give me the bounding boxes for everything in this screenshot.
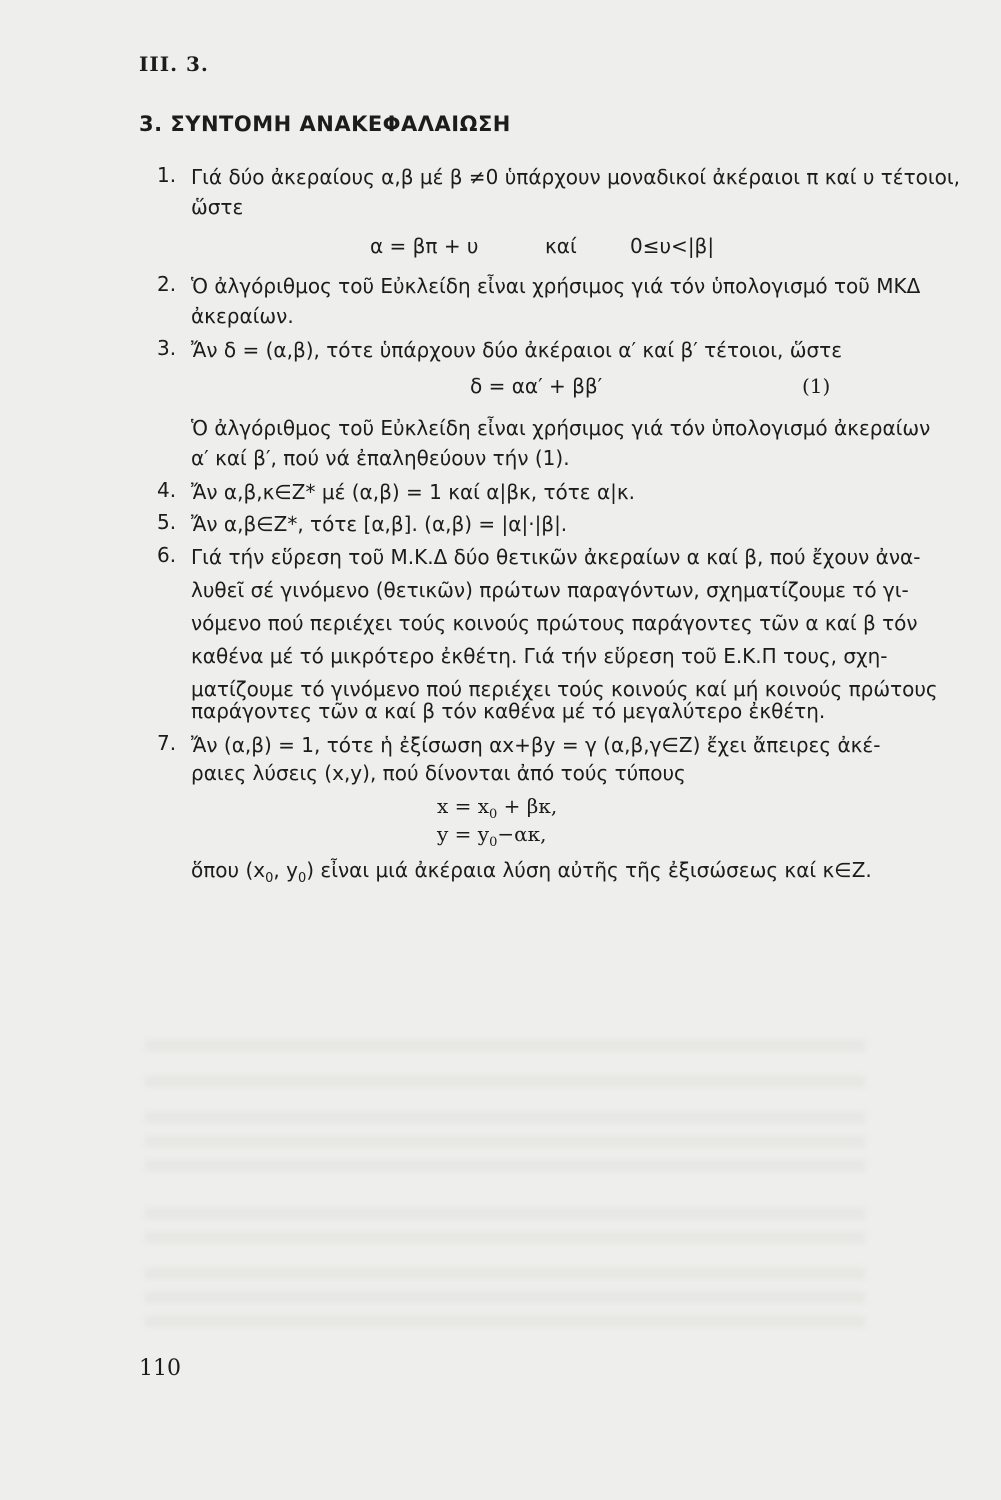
item-number: 6.	[157, 543, 177, 567]
item-line: α′ καί β′, πού νά ἐπαληθεύουν τήν (1).	[191, 446, 570, 470]
page-number: 110	[139, 1356, 181, 1381]
item-line: λυθεῖ σέ γινόμενο (θετικῶν) πρώτων παραγόντων, σχηματίζουμε τό γι-	[191, 578, 909, 602]
item-line: ραιες λύσεις (x,y), πού δίνονται ἀπό τούς τύπους	[191, 761, 686, 785]
item-number: 2.	[157, 272, 177, 296]
item-line: ματίζουμε τό γινόμενο πού περιέχει τούς κοινούς καί μή κοινούς πρώτους	[191, 677, 938, 701]
running-head: III. 3.	[139, 52, 209, 76]
formula-bezout: δ = αα′ + ββ′	[470, 374, 603, 398]
item-number: 5.	[157, 510, 177, 534]
bleed-through-line	[145, 1292, 865, 1303]
formula-tag: (1)	[802, 374, 831, 398]
bleed-through-line	[145, 1208, 865, 1219]
bleed-through-line	[145, 1076, 865, 1087]
item-number: 7.	[157, 731, 177, 755]
item-line: Γιά δύο ἀκεραίους α,β μέ β ≠0 ὑπάρχουν μοναδικοί ἀκέραιοι π καί υ τέτοιοι,	[191, 165, 961, 189]
bleed-through-line	[145, 1160, 865, 1171]
item-line: καθένα μέ τό μικρότερο ἐκθέτη. Γιά τήν εὕρεση τοῦ Ε.Κ.Π τους, σχη-	[191, 644, 888, 668]
item-number: 4.	[157, 478, 177, 502]
bleed-through-line	[145, 1112, 865, 1123]
formula-y-solution: $y = y_0-\alpha\kappa$,	[437, 822, 547, 850]
item-line: Ἄν δ = (α,β), τότε ὑπάρχουν δύο ἀκέραιοι α′ καί β′ τέτοιοι, ὥστε	[191, 338, 843, 362]
item-number: 3.	[157, 336, 177, 360]
bleed-through-line	[145, 1232, 865, 1243]
item-line: ὥστε	[191, 195, 244, 219]
bleed-through-line	[145, 1040, 865, 1051]
item-line: Ὁ ἀλγόριθμος τοῦ Εὐκλείδη εἶναι χρήσιμος γιά τόν ὑπολογισμό ἀκεραίων	[191, 416, 931, 440]
item-closing-line: ὅπου ($x_0$, $y_0$) εἶναι μιά ἀκέραια λύση αὐτῆς τῆς ἐξισώσεως καί κ∈Z.	[191, 858, 872, 886]
formula-connector: καί	[545, 234, 577, 258]
formula-condition: 0≤υ<|β|	[630, 234, 715, 258]
item-line: ἀκεραίων.	[191, 304, 294, 328]
item-line: Γιά τήν εὕρεση τοῦ Μ.Κ.Δ δύο θετικῶν ἀκεραίων α καί β, πού ἔχουν ἀνα-	[191, 545, 921, 569]
item-line: παράγοντες τῶν α καί β τόν καθένα μέ τό μεγαλύτερο ἐκθέτη.	[191, 699, 826, 723]
bleed-through-line	[145, 1268, 865, 1279]
item-line: Ἄν α,β,κ∈Z* μέ (α,β) = 1 καί α|βκ, τότε α|κ.	[191, 480, 636, 504]
item-line: νόμενο πού περιέχει τούς κοινούς πρώτους παράγοντες τῶν α καί β τόν	[191, 611, 918, 635]
item-line: Ὁ ἀλγόριθμος τοῦ Εὐκλείδη εἶναι χρήσιμος γιά τόν ὑπολογισμό τοῦ ΜΚΔ	[191, 274, 921, 298]
item-number: 1.	[157, 163, 177, 187]
formula-division: α = βπ + υ	[370, 234, 479, 258]
bleed-through-line	[145, 1136, 865, 1147]
item-line: Ἄν α,β∈Z*, τότε [α,β]. (α,β) = |α|·|β|.	[191, 512, 568, 536]
section-title: 3. ΣΥΝΤΟΜΗ ΑΝΑΚΕΦΑΛΑΙΩΣΗ	[139, 112, 511, 136]
item-line: Ἄν (α,β) = 1, τότε ἡ ἐξίσωση αx+βy = γ (α,β,γ∈Z) ἔχει ἄπειρες ἀκέ-	[191, 733, 881, 757]
formula-x-solution: $x = x_0 + \beta\kappa$,	[437, 794, 558, 822]
bleed-through-line	[145, 1316, 865, 1327]
